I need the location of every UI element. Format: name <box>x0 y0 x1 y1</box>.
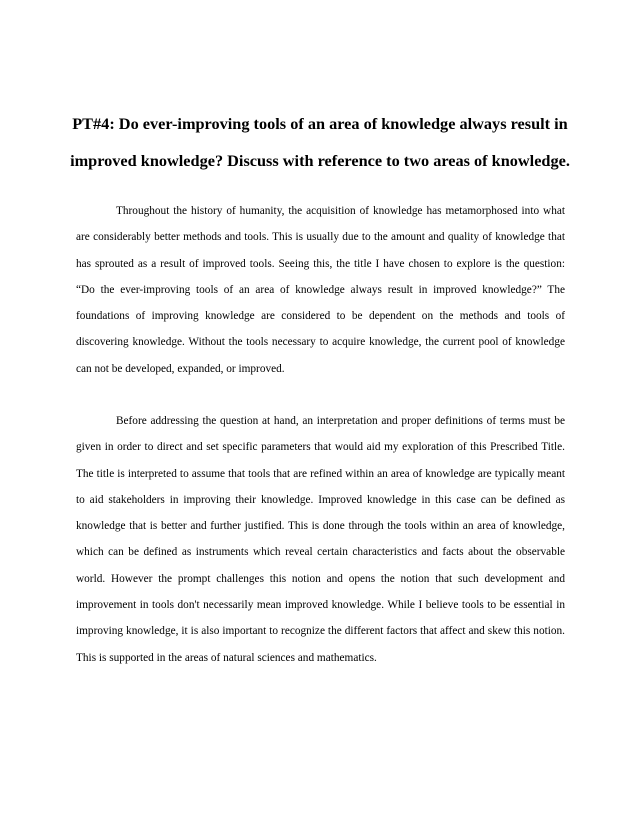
paragraph-introduction: Throughout the history of humanity, the acquisition of knowledge has metamorphosed into what are considerably better methods and tools. This is usually due to the amount and quality of knowledge that has sprouted as a result of improved tools. Seeing this, the title I have chosen to explore is the question: “Do the ever-improving tools of an area of knowledge always result in improved knowledge?” The foundations of improving knowledge are considered to be dependent on the methods and tools of discovering knowledge. Without the tools necessary to acquire knowledge, the current pool of knowledge can not be developed, expanded, or improved. <box>76 205 565 375</box>
essay-title: PT#4: Do ever-improving tools of an area of knowledge always result in improved knowledge? Discuss with reference to two areas of knowledge. <box>70 114 570 170</box>
paragraph-definitions: Before addressing the question at hand, an interpretation and proper definitions of terms must be given in order to direct and set specific parameters that would aid my exploration of this Prescribed Title. The title is interpreted to assume that tools that are refined within an area of knowledge are typically meant to aid stakeholders in improving their knowledge. Improved knowledge in this case can be defined as knowledge that is better and further justified. This is done through the tools within an area of knowledge, which can be defined as instruments which reveal certain characteristics and facts about the observable world. However the prompt challenges this notion and opens the notion that such development and improvement in tools don't necessarily mean improved knowledge. While I believe tools to be essential in improving knowledge, it is also important to recognize the different factors that affect and skew this notion. This is supported in the areas of natural sciences and mathematics. <box>76 415 565 664</box>
